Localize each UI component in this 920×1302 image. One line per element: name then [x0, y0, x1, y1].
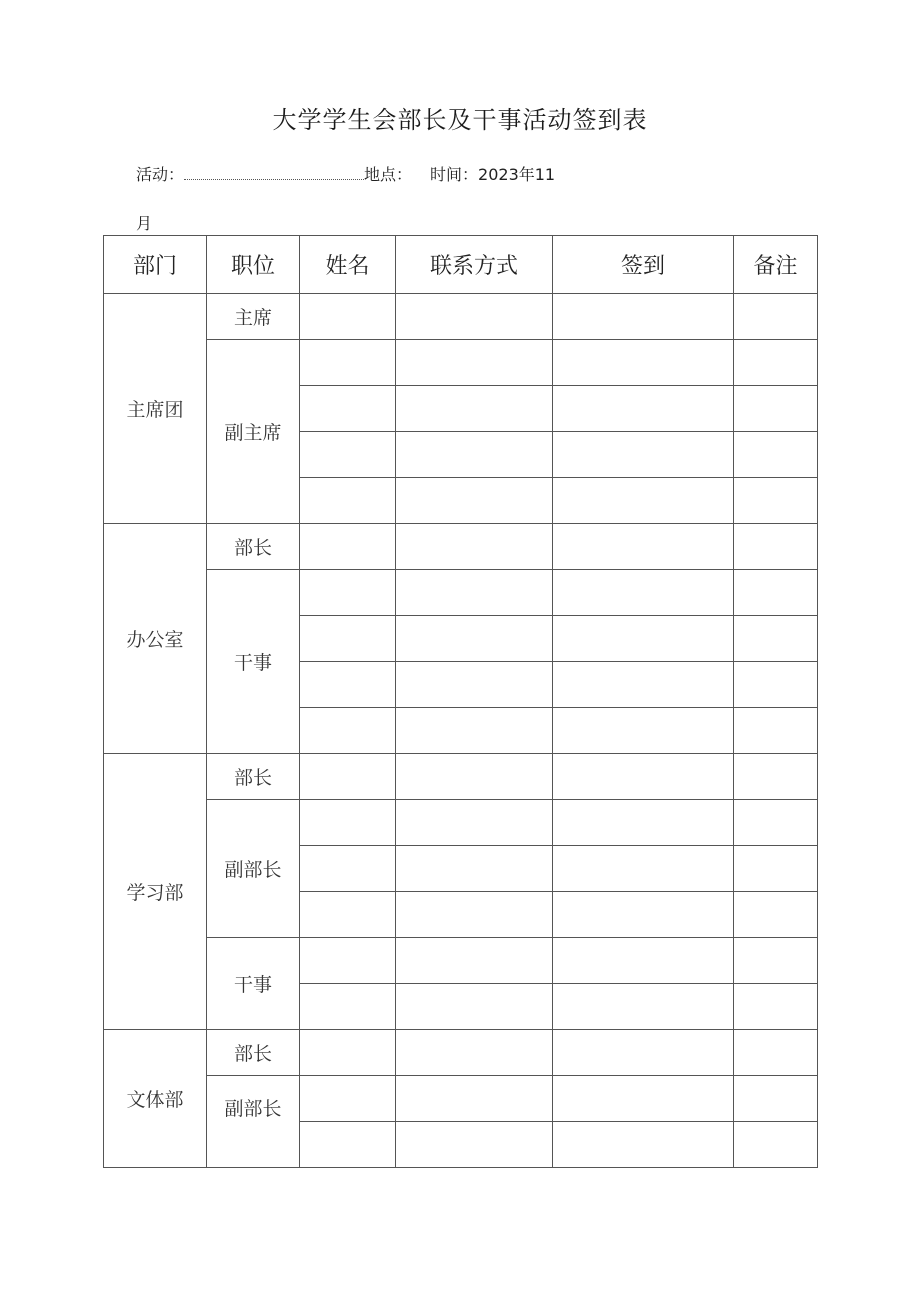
remarks-cell[interactable]	[734, 294, 818, 340]
contact-cell[interactable]	[396, 1122, 553, 1168]
signin-cell[interactable]	[553, 340, 734, 386]
remarks-cell[interactable]	[734, 1122, 818, 1168]
signin-cell[interactable]	[553, 616, 734, 662]
remarks-cell[interactable]	[734, 478, 818, 524]
contact-cell[interactable]	[396, 294, 553, 340]
remarks-cell[interactable]	[734, 1076, 818, 1122]
position-cell: 部长	[207, 524, 300, 570]
signin-cell[interactable]	[553, 754, 734, 800]
name-cell[interactable]	[300, 892, 396, 938]
remarks-cell[interactable]	[734, 662, 818, 708]
table-row	[104, 938, 818, 984]
remarks-cell[interactable]	[734, 386, 818, 432]
name-cell[interactable]	[300, 1122, 396, 1168]
position-cell: 干事	[207, 570, 300, 754]
signin-table	[103, 235, 818, 1168]
name-cell[interactable]	[300, 294, 396, 340]
remarks-cell[interactable]	[734, 524, 818, 570]
signin-cell[interactable]	[553, 984, 734, 1030]
contact-cell[interactable]	[396, 616, 553, 662]
contact-cell[interactable]	[396, 846, 553, 892]
name-cell[interactable]	[300, 1076, 396, 1122]
dept-office: 办公室	[104, 524, 207, 754]
table-header-row	[104, 236, 818, 294]
position-cell: 主席	[207, 294, 300, 340]
header-name: 姓名	[300, 236, 396, 294]
remarks-cell[interactable]	[734, 938, 818, 984]
signin-cell[interactable]	[553, 892, 734, 938]
name-cell[interactable]	[300, 708, 396, 754]
name-cell[interactable]	[300, 340, 396, 386]
signin-cell[interactable]	[553, 478, 734, 524]
activity-label: 活动：	[136, 165, 185, 184]
signin-cell[interactable]	[553, 1122, 734, 1168]
contact-cell[interactable]	[396, 938, 553, 984]
contact-cell[interactable]	[396, 708, 553, 754]
contact-cell[interactable]	[396, 340, 553, 386]
dept-study: 学习部	[104, 754, 207, 1030]
remarks-cell[interactable]	[734, 846, 818, 892]
remarks-cell[interactable]	[734, 1030, 818, 1076]
signin-cell[interactable]	[553, 570, 734, 616]
header-position: 职位	[207, 236, 300, 294]
name-cell[interactable]	[300, 478, 396, 524]
signin-cell[interactable]	[553, 294, 734, 340]
contact-cell[interactable]	[396, 1076, 553, 1122]
contact-cell[interactable]	[396, 524, 553, 570]
name-cell[interactable]	[300, 938, 396, 984]
position-cell: 干事	[207, 938, 300, 1030]
table-row	[104, 754, 818, 800]
name-cell[interactable]	[300, 1030, 396, 1076]
signin-cell[interactable]	[553, 524, 734, 570]
name-cell[interactable]	[300, 984, 396, 1030]
name-cell[interactable]	[300, 570, 396, 616]
activity-blank-field[interactable]	[184, 167, 364, 180]
name-cell[interactable]	[300, 754, 396, 800]
signin-cell[interactable]	[553, 708, 734, 754]
name-cell[interactable]	[300, 524, 396, 570]
signin-cell[interactable]	[553, 1030, 734, 1076]
contact-cell[interactable]	[396, 478, 553, 524]
remarks-cell[interactable]	[734, 754, 818, 800]
remarks-cell[interactable]	[734, 616, 818, 662]
name-cell[interactable]	[300, 662, 396, 708]
contact-cell[interactable]	[396, 432, 553, 478]
signin-cell[interactable]	[553, 800, 734, 846]
location-label: 地点：	[364, 165, 413, 184]
remarks-cell[interactable]	[734, 800, 818, 846]
position-cell: 部长	[207, 754, 300, 800]
header-signin: 签到	[553, 236, 734, 294]
signin-cell[interactable]	[553, 662, 734, 708]
contact-cell[interactable]	[396, 570, 553, 616]
header-remarks: 备注	[734, 236, 818, 294]
contact-cell[interactable]	[396, 386, 553, 432]
table-row	[104, 340, 818, 386]
header-contact: 联系方式	[396, 236, 553, 294]
month-label: 月	[136, 214, 153, 233]
table-row	[104, 1076, 818, 1122]
remarks-cell[interactable]	[734, 984, 818, 1030]
remarks-cell[interactable]	[734, 340, 818, 386]
position-cell: 部长	[207, 1030, 300, 1076]
signin-cell[interactable]	[553, 1076, 734, 1122]
position-cell: 副主席	[207, 340, 300, 524]
signin-cell[interactable]	[553, 386, 734, 432]
name-cell[interactable]	[300, 386, 396, 432]
contact-cell[interactable]	[396, 754, 553, 800]
contact-cell[interactable]	[396, 800, 553, 846]
position-cell: 副部长	[207, 800, 300, 938]
name-cell[interactable]	[300, 616, 396, 662]
contact-cell[interactable]	[396, 662, 553, 708]
table-row	[104, 800, 818, 846]
position-cell: 副部长	[207, 1076, 300, 1168]
name-cell[interactable]	[300, 846, 396, 892]
table-row	[104, 294, 818, 340]
signin-cell[interactable]	[553, 938, 734, 984]
name-cell[interactable]	[300, 800, 396, 846]
time-label: 时间：2023年11	[430, 165, 556, 184]
table-row	[104, 570, 818, 616]
header-department: 部门	[104, 236, 207, 294]
contact-cell[interactable]	[396, 1030, 553, 1076]
signin-cell[interactable]	[553, 846, 734, 892]
remarks-cell[interactable]	[734, 570, 818, 616]
dept-presidium: 主席团	[104, 294, 207, 524]
contact-cell[interactable]	[396, 984, 553, 1030]
dept-sports-arts: 文体部	[104, 1030, 207, 1168]
remarks-cell[interactable]	[734, 892, 818, 938]
remarks-cell[interactable]	[734, 708, 818, 754]
contact-cell[interactable]	[396, 892, 553, 938]
remarks-cell[interactable]	[734, 432, 818, 478]
table-row	[104, 1030, 818, 1076]
page-title: 大学学生会部长及干事活动签到表	[272, 106, 648, 134]
name-cell[interactable]	[300, 432, 396, 478]
form-meta	[136, 162, 555, 185]
signin-cell[interactable]	[553, 432, 734, 478]
table-row	[104, 524, 818, 570]
